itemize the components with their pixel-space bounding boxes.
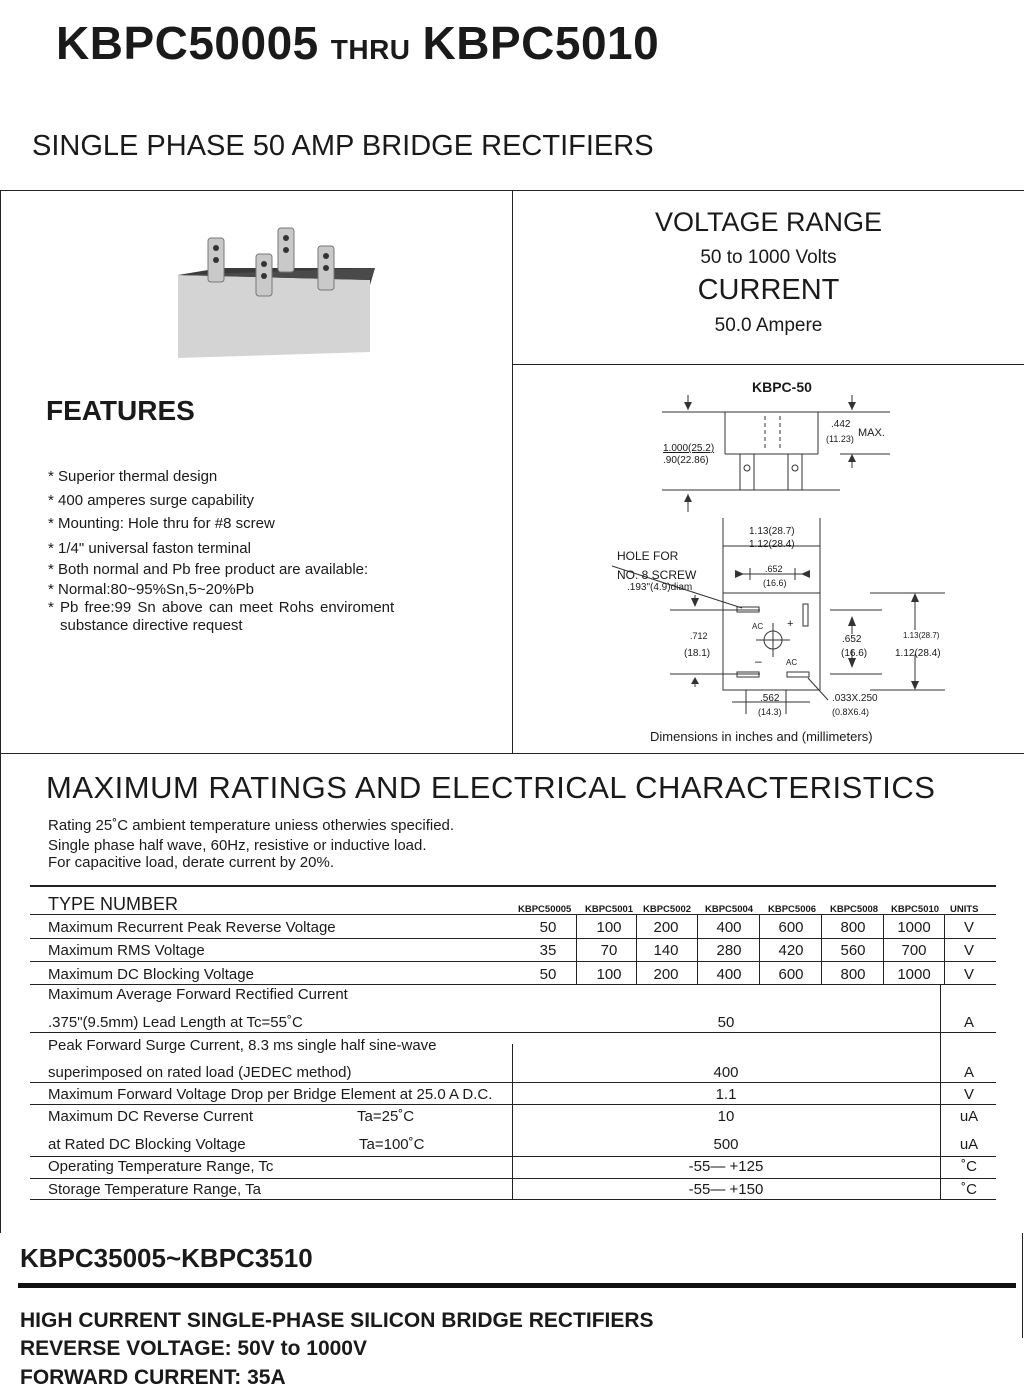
table-row-label: Maximum Average Forward Rectified Current bbox=[48, 986, 348, 1003]
type-number-header: TYPE NUMBER bbox=[48, 894, 179, 914]
part-from: KBPC50005 bbox=[56, 17, 319, 69]
table-row-label: Maximum Recurrent Peak Reverse Voltage bbox=[48, 919, 336, 936]
table-row-label: Maximum DC Reverse Current bbox=[48, 1108, 254, 1125]
column-header: KBPC5006 bbox=[768, 904, 817, 915]
feature-item: * 1/4" universal faston terminal bbox=[48, 540, 251, 557]
table-row-label: Maximum DC Blocking Voltage bbox=[48, 966, 254, 983]
column-header: KBPC5001 bbox=[585, 904, 634, 915]
rectifier-illustration bbox=[170, 220, 380, 360]
table-row-label: Operating Temperature Range, Tc bbox=[48, 1158, 274, 1175]
second-part-range: KBPC35005~KBPC3510 bbox=[20, 1243, 313, 1273]
table-top-rule bbox=[30, 885, 996, 887]
feature-item: * Both normal and Pb free product are available: bbox=[48, 561, 369, 578]
column-header: KBPC5008 bbox=[830, 904, 879, 915]
feature-item: * Superior thermal design bbox=[48, 468, 218, 485]
column-header: KBPC5010 bbox=[891, 904, 940, 915]
feature-item: * Normal:80~95%Sn,5~20%Pb bbox=[48, 581, 254, 598]
rating-note: Single phase half wave, 60Hz, resistive or inductive load. bbox=[48, 837, 427, 854]
column-header: KBPC50005 bbox=[518, 904, 572, 915]
table-row-label: Maximum RMS Voltage bbox=[48, 942, 205, 959]
dimensions-caption: Dimensions in inches and (millimeters) bbox=[650, 729, 873, 744]
voltage-range-label: VOLTAGE RANGE bbox=[654, 207, 883, 237]
footer-line: HIGH CURRENT SINGLE-PHASE SILICON BRIDGE RECTIFIERS bbox=[20, 1309, 654, 1332]
table-row-label: superimposed on rated load (JEDEC method) bbox=[48, 1064, 352, 1081]
box-left-border bbox=[0, 190, 1, 1233]
feature-item: * Pb free:99 Sn above can meet Rohs enviroment bbox=[48, 599, 395, 616]
table-row-label: Maximum Forward Voltage Drop per Bridge Element at 25.0 A D.C. bbox=[48, 1086, 493, 1103]
footer-line: FORWARD CURRENT: 35A bbox=[20, 1366, 286, 1389]
table-row-label: .375"(9.5mm) Lead Length at Tc=55˚C bbox=[48, 1014, 303, 1031]
page-subtitle: SINGLE PHASE 50 AMP BRIDGE RECTIFIERS bbox=[32, 130, 654, 162]
current-label: CURRENT bbox=[697, 274, 840, 306]
feature-item: substance directive request bbox=[60, 617, 243, 634]
voltage-range-value: 50 to 1000 Volts bbox=[700, 247, 837, 268]
table-row-label: Peak Forward Surge Current, 8.3 ms single half sine-wave bbox=[48, 1037, 437, 1054]
rating-note: For capacitive load, derate current by 20%. bbox=[48, 854, 334, 871]
footer-rule bbox=[18, 1283, 1016, 1288]
package-name: KBPC-50 bbox=[752, 379, 812, 395]
current-value: 50.0 Ampere bbox=[714, 315, 823, 336]
box-mid-border bbox=[0, 753, 1024, 754]
feature-item: * Mounting: Hole thru for #8 screw bbox=[48, 515, 275, 532]
page-title bbox=[56, 16, 659, 70]
feature-item: * 400 amperes surge capability bbox=[48, 492, 254, 509]
features-title: FEATURES bbox=[46, 395, 195, 426]
thru-label: THRU bbox=[330, 34, 411, 65]
ratings-title: MAXIMUM RATINGS AND ELECTRICAL CHARACTERISTICS bbox=[46, 770, 936, 805]
column-header: KBPC5004 bbox=[705, 904, 754, 915]
part-to: KBPC5010 bbox=[422, 17, 660, 69]
column-header: UNITS bbox=[950, 904, 979, 915]
table-row-label: Storage Temperature Range, Ta bbox=[48, 1181, 261, 1198]
table-row-label: at Rated DC Blocking Voltage bbox=[48, 1136, 246, 1153]
footer-line: REVERSE VOLTAGE: 50V to 1000V bbox=[20, 1337, 367, 1360]
rating-note: Rating 25˚C ambient temperature uniess otherwies specified. bbox=[48, 817, 455, 834]
column-header: KBPC5002 bbox=[643, 904, 692, 915]
spec-divider bbox=[512, 364, 1024, 365]
